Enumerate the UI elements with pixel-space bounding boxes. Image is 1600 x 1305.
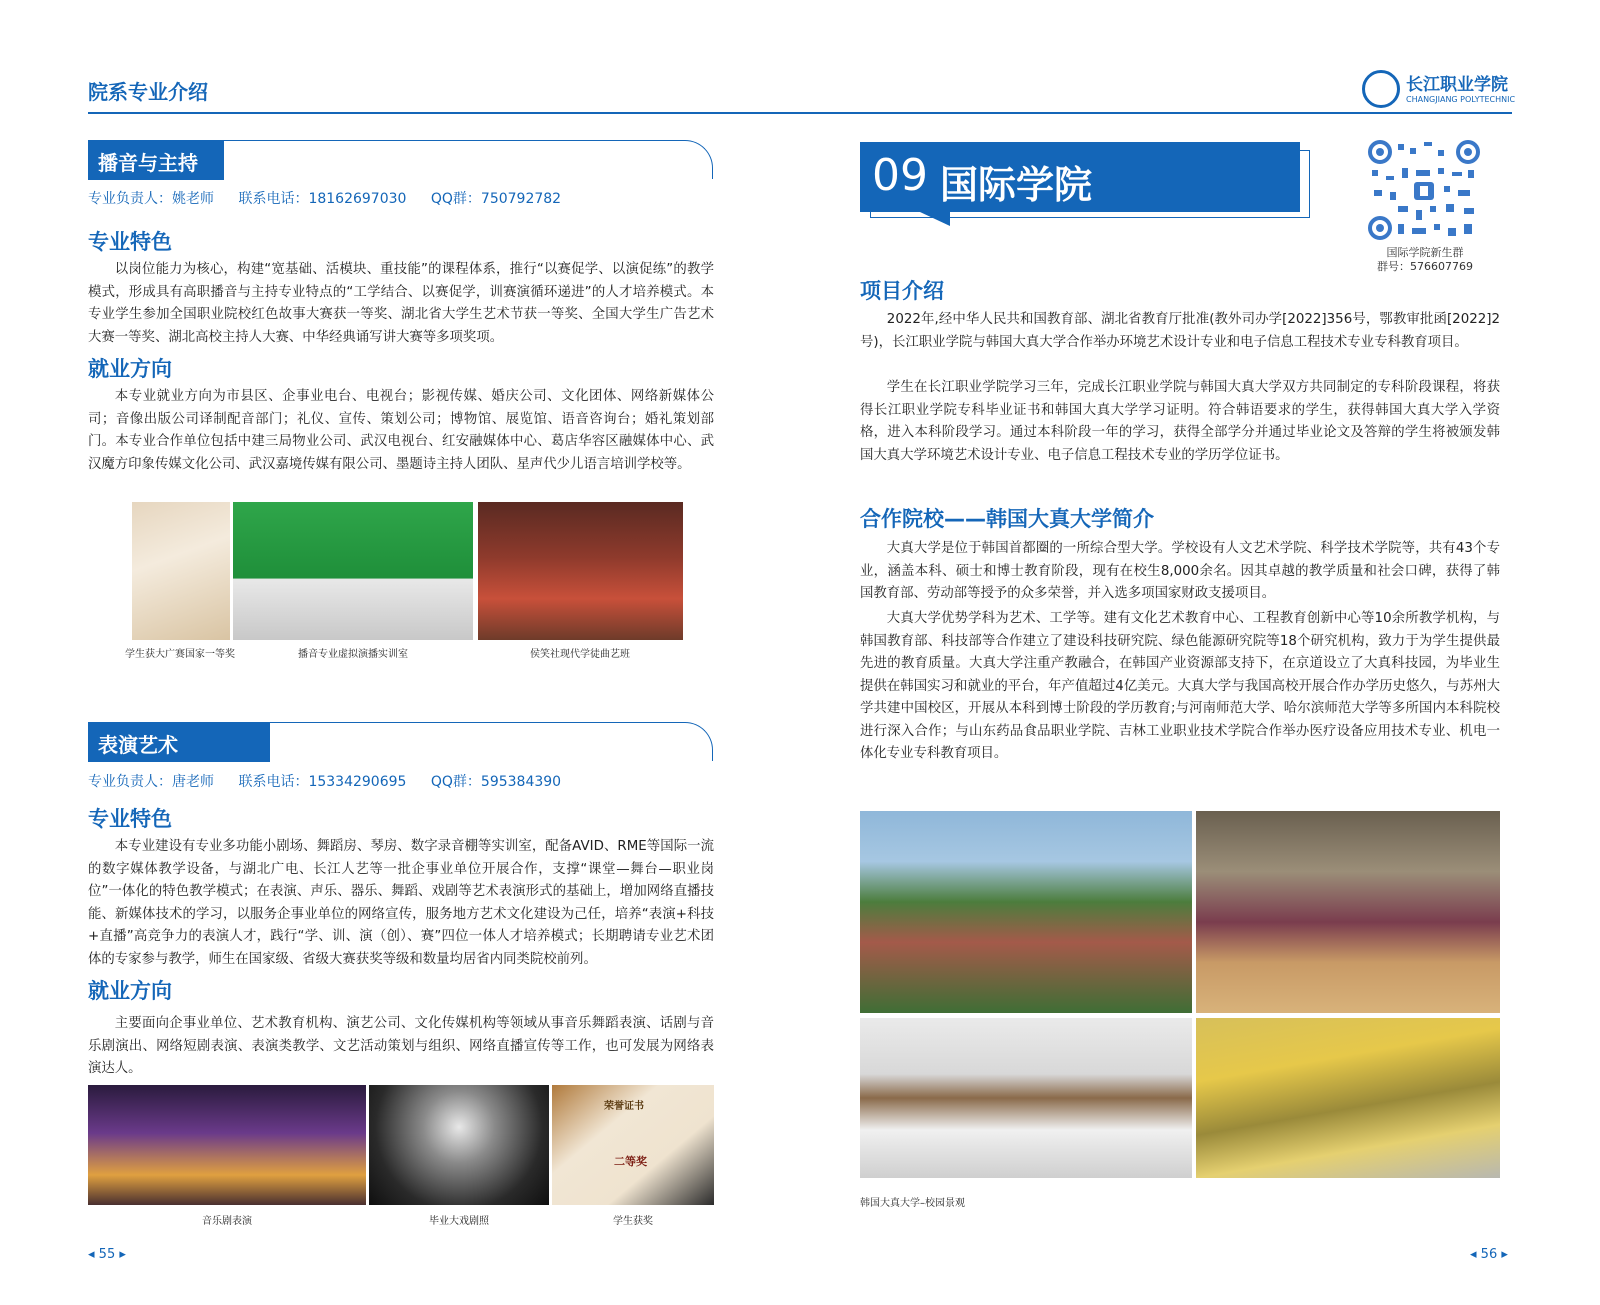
career-heading: 就业方向 xyxy=(88,357,172,381)
partner-text: 大真大学是位于韩国首都圈的一所综合型大学。学校设有人文艺术学院、科学技术学院等，共有43个专业，涵盖本科、硕士和博士教育阶段，现有在校生8,000余名。因其卓越的教学质量和社会口碑，获得了韩国教育部、劳动部等授予的众多荣誉，并入选多项国家财政支援项目。 xyxy=(860,541,1500,601)
header-title: 院系专业介绍 xyxy=(88,80,208,104)
banner-number: 09 xyxy=(872,150,928,201)
photo-caption: 学生获奖 xyxy=(613,1216,653,1227)
partner-heading: 合作院校——韩国大真大学简介 xyxy=(860,507,1154,531)
photo-caption: 侯笑社现代学徒曲艺班 xyxy=(530,649,630,660)
qr-note-line: 群号：576607769 xyxy=(1377,260,1473,273)
qr-note-line: 国际学院新生群 xyxy=(1386,246,1464,259)
triangle-right-icon: ▸ xyxy=(119,1247,126,1262)
contact-lead: 专业负责人：姚老师 xyxy=(88,191,214,207)
triangle-left-icon: ◂ xyxy=(1470,1247,1477,1262)
contact-qq: QQ群：595384390 xyxy=(430,774,562,790)
section-banner xyxy=(860,142,1310,226)
contact-line xyxy=(88,771,581,791)
qr-code-icon xyxy=(1368,140,1480,240)
logo-name-cn: 长江职业学院 xyxy=(1406,75,1508,95)
photo-campus-aerial xyxy=(860,811,1192,1013)
intro-heading: 项目介绍 xyxy=(860,279,944,303)
college-logo xyxy=(1362,70,1522,110)
feature-text: 以岗位能力为核心，构建“宽基础、活模块、重技能”的课程体系，推行“以赛促学、以演促练”的教学模式，形成具有高职播音与主持专业特点的“工学结合、以赛促学，训赛演循环递进”的人才培养模式。本专业学生参加全国职业院校红色故事大赛获一等奖、湖北省大学生艺术节获一等奖、全国大学生广告艺术大赛一等奖、湖北高校主持人大赛、中华经典诵写讲大赛等多项奖项。 xyxy=(88,262,714,345)
partner-text: 大真大学优势学科为艺术、工学等。建有文化艺术教育中心、工程教育创新中心等10余所教学机构，与韩国教育部、科技部等合作建立了建设科技研究院、绿色能源研究院等18个研究机构，致力于为学生提供最先进的教育质量。大真大学注重产教融合，在韩国产业资源部支持下，在京道设立了大真科技园，为毕业生提供在韩国实习和就业的平台，年产值超过4亿美元。大真大学与我国高校开展合作办学历史悠久，与苏州大学共建中国校区，开展从本科到博士阶段的学历教育;与河南师范大学、哈尔滨师范大学等多所国内本科院校进行深入合作；与山东药品食品职业学院、吉林工业职业技术学院合作举办医疗设备应用技术专业、机电一体化专业专科教育项目。 xyxy=(860,611,1500,761)
photo-quyi-class xyxy=(478,502,683,640)
career-text: 主要面向企事业单位、艺术教育机构、演艺公司、文化传媒机构等领域从事音乐舞蹈表演、话剧与音乐剧演出、网络短剧表演、表演类教学、文艺活动策划与组织、网络直播宣传等工作，也可发展为网络表演达人。 xyxy=(88,1016,714,1076)
photo-caption: 播音专业虚拟演播实训室 xyxy=(298,649,408,660)
intro-text: 学生在长江职业学院学习三年，完成长江职业学院与韩国大真大学双方共同制定的专科阶段课程，将获得长江职业学院专科毕业证书和韩国大真大学学习证明。符合韩语要求的学生，获得韩国大真大学入学资格，进入本科阶段学习。通过本科阶段一年的学习，获得全部学分并通过毕业论文及答辩的学生将被颁发韩国大真大学环境艺术设计专业、电子信息工程技术专业的学历学位证书。 xyxy=(860,380,1500,463)
certificate-award: 二等奖 xyxy=(614,1155,647,1168)
photo-caption: 毕业大戏剧照 xyxy=(429,1216,489,1227)
banner-title: 国际学院 xyxy=(940,163,1093,207)
career-text: 本专业就业方向为市县区、企事业电台、电视台；影视传媒、婚庆公司、文化团体、网络新媒体公司；音像出版公司译制配音部门；礼仪、宣传、策划公司；博物馆、展览馆、语音咨询台；婚礼策划部门。本专业合作单位包括中建三局物业公司、武汉电视台、红安融媒体中心、葛店华容区融媒体中心、武汉魔方印象传媒文化公司、武汉嘉境传媒有限公司、墨题诗主持人团队、星声代少儿语言培训学校等。 xyxy=(88,389,714,472)
contact-lead: 专业负责人：唐老师 xyxy=(88,774,214,790)
contact-phone: 联系电话：18162697030 xyxy=(238,191,407,207)
triangle-left-icon: ◂ xyxy=(88,1247,95,1262)
photos-caption: 韩国大真大学–校园景观 xyxy=(860,1198,965,1209)
career-heading: 就业方向 xyxy=(88,979,172,1003)
feature-heading: 专业特色 xyxy=(88,807,172,831)
photo-graduation-play xyxy=(369,1085,549,1205)
photo-virtual-studio xyxy=(233,502,473,640)
feature-heading: 专业特色 xyxy=(88,230,172,254)
photo-award xyxy=(132,502,230,640)
contact-line xyxy=(88,188,581,208)
feature-text: 本专业建设有专业多功能小剧场、舞蹈房、琴房、数字录音棚等实训室，配备AVID、RME等国际一流的数字媒体教学设备，与湖北广电、长江人艺等一批企事业单位开展合作，支撑“课堂—舞台—职业岗位”一体化的特色教学模式；在表演、声乐、器乐、舞蹈、戏剧等艺术表演形式的基础上，增加网络直播技能、新媒体技术的学习，以服务企事业单位的网络宣传，服务地方艺术文化建设为己任，培养“表演+科技+直播”高竞争力的表演人才，践行“学、训、演（创）、赛”四位一体人才培养模式；长期聘请专业艺术团体的专家参与教学，师生在国家级、省级大赛获奖等级和数量均居省内同类院校前列。 xyxy=(88,839,714,967)
logo-emblem-icon xyxy=(1362,70,1400,108)
photo-award-certificate xyxy=(552,1085,714,1205)
certificate-title: 荣誉证书 xyxy=(604,1101,644,1112)
photo-library xyxy=(860,1018,1192,1178)
logo-name-en: CHANGJIANG POLYTECHNIC xyxy=(1406,95,1516,104)
page-number-left: ◂ 55 ▸ xyxy=(88,1247,126,1262)
triangle-right-icon: ▸ xyxy=(1501,1247,1508,1262)
contact-phone: 联系电话：15334290695 xyxy=(238,774,407,790)
section-bar-performing-arts xyxy=(88,722,714,762)
section-bar-broadcasting xyxy=(88,140,714,180)
intro-text: 2022年,经中华人民共和国教育部、湖北省教育厅批准(教外司办学[2022]356号，鄂教审批函[2022]2号)，长江职业学院与韩国大真大学合作举办环境艺术设计专业和电子信息工程技术专业专科教育项目。 xyxy=(860,312,1500,350)
header-divider xyxy=(88,112,1512,114)
section-title: 播音与主持 xyxy=(98,151,198,175)
photo-caption: 学生获大广赛国家一等奖 xyxy=(125,649,235,660)
photo-musical xyxy=(88,1085,366,1205)
section-title: 表演艺术 xyxy=(98,733,178,757)
photo-autumn-road xyxy=(1196,1018,1500,1178)
photo-gymnasium xyxy=(1196,811,1500,1013)
photo-caption: 音乐剧表演 xyxy=(202,1216,252,1227)
qr-note xyxy=(1360,246,1490,274)
page-number-right: ◂ 56 ▸ xyxy=(1470,1247,1508,1262)
contact-qq: QQ群：750792782 xyxy=(430,191,562,207)
